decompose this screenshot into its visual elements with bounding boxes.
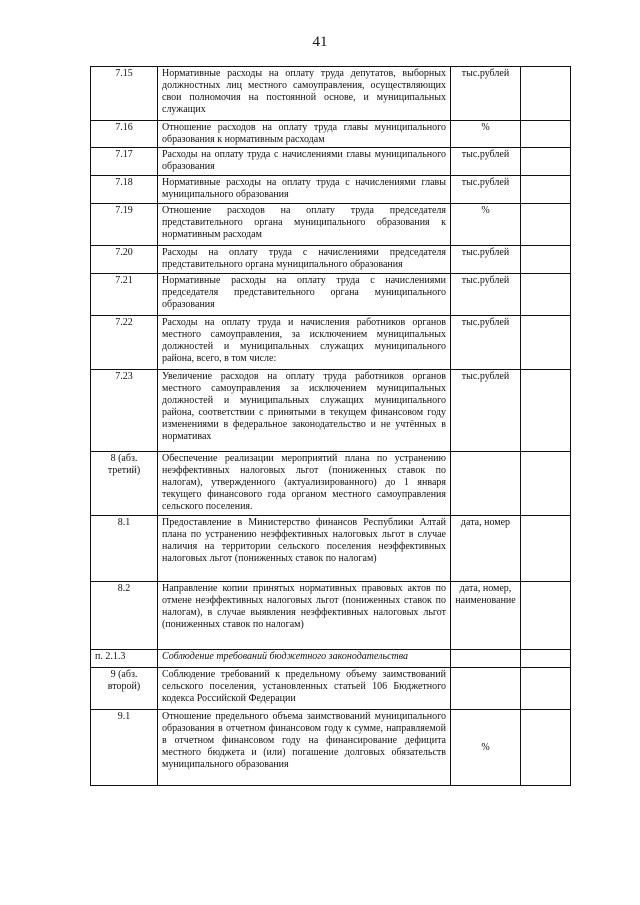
table-row bbox=[91, 316, 571, 370]
row-unit bbox=[451, 668, 521, 710]
row-value-cell bbox=[521, 204, 571, 246]
table-row bbox=[91, 582, 571, 650]
table-row bbox=[91, 710, 571, 786]
row-value-cell bbox=[521, 452, 571, 516]
row-value-cell bbox=[521, 650, 571, 668]
row-description: Расходы на оплату труда с начислениями главы муниципального образования bbox=[158, 148, 451, 176]
row-description: Отношение предельного объема заимствований муниципального образования в отчетном финансовом году к сумме, направляемой в отчетном финансовом году на финансирование дефицита местного бюджета и (или) погашение долговых обязательств муниципального образования bbox=[158, 710, 451, 786]
row-value-cell bbox=[521, 121, 571, 148]
row-unit: тыс.рублей bbox=[451, 316, 521, 370]
row-value-cell bbox=[521, 176, 571, 204]
table-row bbox=[91, 452, 571, 516]
row-value-cell bbox=[521, 582, 571, 650]
row-description: Нормативные расходы на оплату труда с начислениями председателя представительного органа муниципального образования bbox=[158, 274, 451, 316]
row-unit: тыс.рублей bbox=[451, 148, 521, 176]
row-value-cell bbox=[521, 67, 571, 121]
row-value-cell bbox=[521, 246, 571, 274]
row-number: 7.18 bbox=[91, 176, 158, 204]
row-unit: % bbox=[451, 204, 521, 246]
row-value-cell bbox=[521, 668, 571, 710]
row-unit: дата, номер bbox=[451, 516, 521, 582]
row-unit bbox=[451, 650, 521, 668]
row-number: 7.20 bbox=[91, 246, 158, 274]
row-unit: тыс.рублей bbox=[451, 274, 521, 316]
row-value-cell bbox=[521, 274, 571, 316]
table-row bbox=[91, 176, 571, 204]
row-number: 7.22 bbox=[91, 316, 158, 370]
row-number: п. 2.1.3 bbox=[91, 650, 158, 668]
row-unit bbox=[451, 452, 521, 516]
table-row bbox=[91, 121, 571, 148]
row-unit: тыс.рублей bbox=[451, 176, 521, 204]
row-description: Нормативные расходы на оплату труда депутатов, выборных должностных лиц местного самоуправления, осуществляющих свои полномочия на постоянной основе, и муниципальных служащих bbox=[158, 67, 451, 121]
row-number: 8 (абз. третий) bbox=[91, 452, 158, 516]
row-value-cell bbox=[521, 370, 571, 452]
table-row bbox=[91, 204, 571, 246]
row-unit: % bbox=[451, 710, 521, 786]
indicators-table bbox=[90, 66, 571, 786]
row-value-cell bbox=[521, 516, 571, 582]
row-unit: тыс.рублей bbox=[451, 246, 521, 274]
page-number: 41 bbox=[312, 34, 328, 50]
row-unit: тыс.рублей bbox=[451, 67, 521, 121]
row-description: Отношение расходов на оплату труда председателя представительного органа муниципального образования к нормативным расходам bbox=[158, 204, 451, 246]
row-description: Расходы на оплату труда и начисления работников органов местного самоуправления, за исключением муниципальных должностей и муниципальных служащих муниципального района, всего, в том числе: bbox=[158, 316, 451, 370]
row-description: Расходы на оплату труда с начислениями председателя представительного органа муниципального образования bbox=[158, 246, 451, 274]
row-number: 7.23 bbox=[91, 370, 158, 452]
row-value-cell bbox=[521, 148, 571, 176]
row-number: 7.15 bbox=[91, 67, 158, 121]
table-row bbox=[91, 67, 571, 121]
row-unit: дата, номер, наименование bbox=[451, 582, 521, 650]
row-number: 7.17 bbox=[91, 148, 158, 176]
row-description: Отношение расходов на оплату труда главы муниципального образования к нормативным расходам bbox=[158, 121, 451, 148]
table-row bbox=[91, 274, 571, 316]
row-description: Соблюдение требований бюджетного законодательства bbox=[158, 650, 451, 668]
table-row bbox=[91, 246, 571, 274]
row-description: Увеличение расходов на оплату труда работников органов местного самоуправления за исключением муниципальных должностей и муниципальных служащих муниципального района, соответствии с принятыми в текущем финансовом году изменениями в федеральное законодательство и не учтённых в нормативах bbox=[158, 370, 451, 452]
row-description: Соблюдение требований к предельному объему заимствований сельского поселения, установленных статьей 106 Бюджетного кодекса Российской Федерации bbox=[158, 668, 451, 710]
row-number: 8.2 bbox=[91, 582, 158, 650]
row-description: Нормативные расходы на оплату труда с начислениями главы муниципального образования bbox=[158, 176, 451, 204]
table-row bbox=[91, 668, 571, 710]
row-number: 7.16 bbox=[91, 121, 158, 148]
row-description: Направление копии принятых нормативных правовых актов по отмене неэффективных налоговых льгот (пониженных ставок по налогам), в случае выявления неэффективных налоговых льгот (пониженных ставок по налогам) bbox=[158, 582, 451, 650]
row-number: 9 (абз. второй) bbox=[91, 668, 158, 710]
row-number: 7.19 bbox=[91, 204, 158, 246]
row-unit: % bbox=[451, 121, 521, 148]
row-value-cell bbox=[521, 710, 571, 786]
row-number: 7.21 bbox=[91, 274, 158, 316]
row-number: 9.1 bbox=[91, 710, 158, 786]
table-row bbox=[91, 370, 571, 452]
row-description: Предоставление в Министерство финансов Республики Алтай плана по устранению неэффективных налоговых льгот в случае наличия на территории сельского поселения неэффективных налоговых льгот (пониженных ставок по налогам) bbox=[158, 516, 451, 582]
row-description: Обеспечение реализации мероприятий плана по устранению неэффективных налоговых льгот (пониженных ставок по налогам), утвержденного (актуализированного) до 1 января текущего финансового года органом местного самоуправления сельского поселения. bbox=[158, 452, 451, 516]
row-number: 8.1 bbox=[91, 516, 158, 582]
row-unit: тыс.рублей bbox=[451, 370, 521, 452]
row-value-cell bbox=[521, 316, 571, 370]
table-row bbox=[91, 148, 571, 176]
table-row bbox=[91, 516, 571, 582]
table-section-row bbox=[91, 650, 571, 668]
